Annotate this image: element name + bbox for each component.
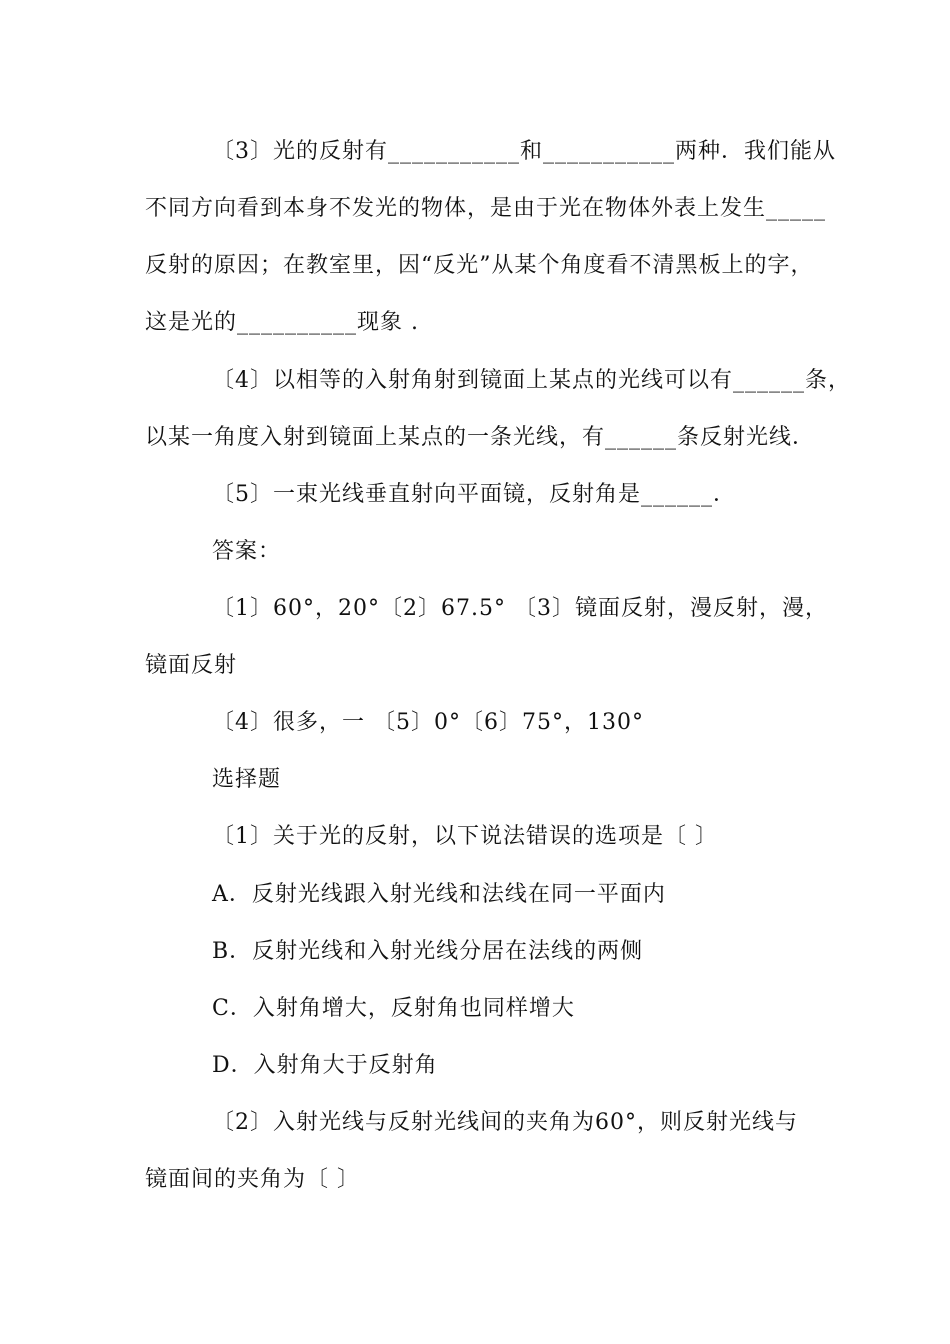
choice-q1-option-c: C．入射角增大，反射角也同样增大 [212,996,575,1021]
answer-line-2: 镜面反射 [145,653,238,678]
text-line-q3-part1: 〔3〕光的反射有___________和___________两种．我们能从 [212,139,836,164]
choice-q1-option-b: B．反射光线和入射光线分居在法线的两侧 [212,939,644,964]
text-line-q5: 〔5〕一束光线垂直射向平面镜，反射角是______． [212,482,736,507]
text-line-q4-part1: 〔4〕以相等的入射角射到镜面上某点的光线可以有______条， [212,368,851,393]
choice-q1-option-a: A．反射光线跟入射光线和法线在同一平面内 [212,882,666,907]
choice-q1-option-d: D．入射角大于反射角 [212,1053,438,1078]
section-heading-choice: 选择题 [212,767,282,792]
answer-heading: 答案： [212,539,282,564]
text-line-q3-part4: 这是光的__________现象 . [145,310,419,335]
text-line-q3-part2: 不同方向看到本身不发光的物体，是由于光在物体外表上发生_____ [145,196,827,221]
answer-line-3: 〔4〕很多，一 〔5〕0°〔6〕75°，130° [212,710,644,735]
choice-q2-stem-part1: 〔2〕入射光线与反射光线间的夹角为60°，则反射光线与 [212,1110,798,1135]
answer-line-1: 〔1〕60°，20°〔2〕67.5° 〔3〕镜面反射，漫反射，漫， [212,596,828,621]
choice-q2-stem-part2: 镜面间的夹角为〔 〕 [145,1167,360,1192]
text-line-q4-part2: 以某一角度入射到镜面上某点的一条光线，有______条反射光线． [145,425,816,450]
text-line-q3-part3: 反射的原因；在教室里，因“反光”从某个角度看不清黑板上的字， [145,253,814,278]
choice-q1-stem: 〔1〕关于光的反射，以下说法错误的选项是〔 〕 [212,824,718,849]
